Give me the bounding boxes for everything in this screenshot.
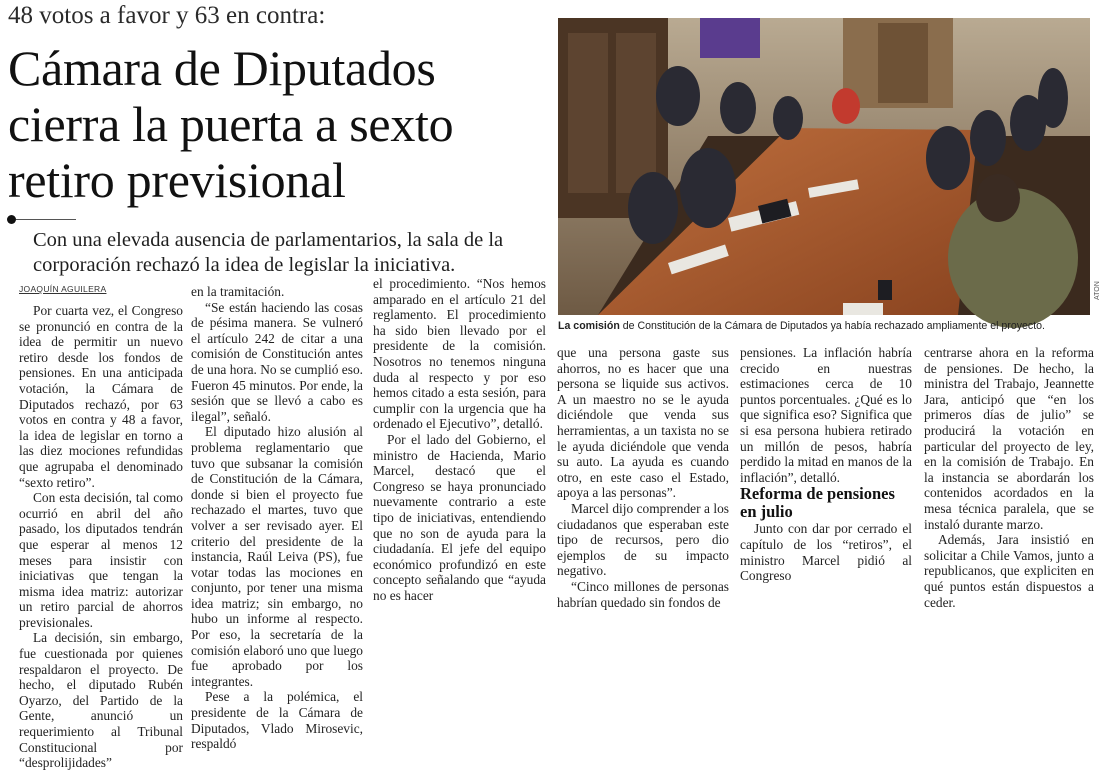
article-column-1: [19, 303, 183, 771]
paragraph: Por cuarta vez, el Congreso se pronunció en contra de la idea de permitir un nuevo retiro desde los fondos de pensiones. En una anticipada votación, la Cámara de Diputados rechazó, por 63 votos en contra y 48 a favor, la idea de legislar en torno a las diez mociones refundidas que agrupaba el denominado “sexto retiro”.: [19, 303, 183, 490]
paragraph-continued: pensiones. La inflación habría crecido en nuestras estimaciones cerca de 10 puntos porcentuales. ¿Qué es lo que significa eso? Significa que si esa persona hubiera retirado un millón de pesos, habría perdido la mitad en manos de la inflación”, detalló.: [740, 345, 912, 485]
paragraph: “Cinco millones de personas habrían quedado sin fondos de: [557, 578, 729, 610]
paragraph: La decisión, sin embargo, fue cuestionada por quienes respaldaron el proyecto. De hecho, el diputado Rubén Oyarzo, del Partido de la Gente, anunció un requerimiento al Tribunal Constitucional por “desprolijidades”: [19, 630, 183, 771]
paragraph: Por el lado del Gobierno, el ministro de Hacienda, Mario Marcel, destacó que el Congreso se haya pronunciado nuevamente contrario a este tipo de iniciativas, entendiendo que no son de ayuda para la ciudadanía. El jefe del equipo económico profundizó en este concepto señalando que “ayuda no es hacer: [373, 431, 546, 603]
headline-rule-dot: [7, 215, 16, 224]
article-column-5: [740, 345, 912, 584]
committee-meeting-photo: [558, 18, 1090, 315]
paragraph: Junto con dar por cerrado el capítulo de los “retiros”, el ministro Marcel pidió al Congreso: [740, 521, 912, 584]
article-column-6: [924, 345, 1094, 610]
article-lead: Con una elevada ausencia de parlamentarios, la sala de la corporación rechazó la idea de legislar la iniciativa.: [33, 229, 504, 276]
paragraph: El diputado hizo alusión al problema reglamentario que tuvo que subsanar la comisión de Constitución de la Cámara, donde si bien el proyecto fue rechazado el martes, tuvo que volver a ser revisado ayer. El criterio del presidente de la instancia, Raúl Leiva (PS), fue votar todas las mociones en conjunto, por tener una misma idea matriz; sin embargo, no hubo un informe al respecto. Por eso, la secretaría de la comisión elaboró uno que luego fue aprobado por los integrantes.: [191, 424, 363, 689]
section-subhead: Reforma de pensiones en julio: [740, 484, 895, 522]
caption-bold: La comisión: [558, 320, 620, 332]
caption-text: de Constitución de la Cámara de Diputados ya había rechazado ampliamente el proyecto.: [619, 320, 1045, 332]
article-headline: Cámara de Diputados cierra la puerta a sexto retiro previsional: [8, 40, 454, 208]
photo-caption: [558, 320, 1093, 332]
article-kicker: 48 votos a favor y 63 en contra:: [8, 2, 326, 29]
paragraph: Además, Jara insistió en solicitar a Chile Vamos, junto a republicanos, que expliciten en qué puntos están dispuestos a ceder.: [924, 532, 1094, 610]
paragraph-continued: el procedimiento. “Nos hemos amparado en el artículo 21 del reglamento. El procedimiento ha sido bien llevado por el presidente de la comisión. Nosotros no tenemos ninguna duda al respecto y por eso hemos citado a esta sesión, para cumplir con la urgencia que ha ordenado el Ejecutivo”, detalló.: [373, 276, 546, 432]
paragraph-continued: en la tramitación.: [191, 284, 285, 299]
paragraph: “Se están haciendo las cosas de pésima manera. Se vulneró el artículo 242 de citar a una comisión de Constitución antes de una hora. No se cumplió eso. Fueron 45 minutos. Por ende, la sesión que se llevó a cabo es ilegal”, señaló.: [191, 299, 363, 424]
article-column-3: [373, 276, 546, 603]
paragraph-continued: que una persona gaste sus ahorros, no es hacer que una persona se liquide sus activos. A un maestro no se le ayuda diciéndole que venda sus herramientas, a un taxista no se le ayuda diciéndole que venda su auto. La ayuda es cuando otro, en este caso el Estado, apoya a las personas”.: [557, 345, 729, 501]
photo-credit: ATON: [1094, 281, 1101, 300]
article-column-2: [191, 284, 363, 752]
paragraph-continued: centrarse ahora en la reforma de pensiones. De hecho, la ministra del Trabajo, Jeannette Jara, anticipó que “en los primeros días de julio” se producirá la votación en particular del proyecto de ley, en la comisión de Trabajo. En la instancia se abordarán los contenidos acordados en la mesa técnica paralela, que se instaló durante marzo.: [924, 345, 1094, 532]
headline-rule-line: [16, 219, 76, 220]
article-byline: JOAQUÍN AGUILERA: [19, 284, 107, 294]
paragraph: Con esta decisión, tal como ocurrió en abril del año pasado, los diputados tendrán que esperar al menos 12 meses para insistir con iniciativas que tengan la misma idea matriz: autorizar un retiro parcial de ahorros previsionales.: [19, 490, 183, 630]
article-column-4: [557, 345, 729, 610]
paragraph: Marcel dijo comprender a los ciudadanos que esperaban este tipo de recursos, pero dio ejemplos de su impacto negativo.: [557, 500, 729, 579]
article-photo: [558, 18, 1090, 315]
paragraph: Pese a la polémica, el presidente de la Cámara de Diputados, Vlado Mirosevic, respaldó: [191, 689, 363, 752]
